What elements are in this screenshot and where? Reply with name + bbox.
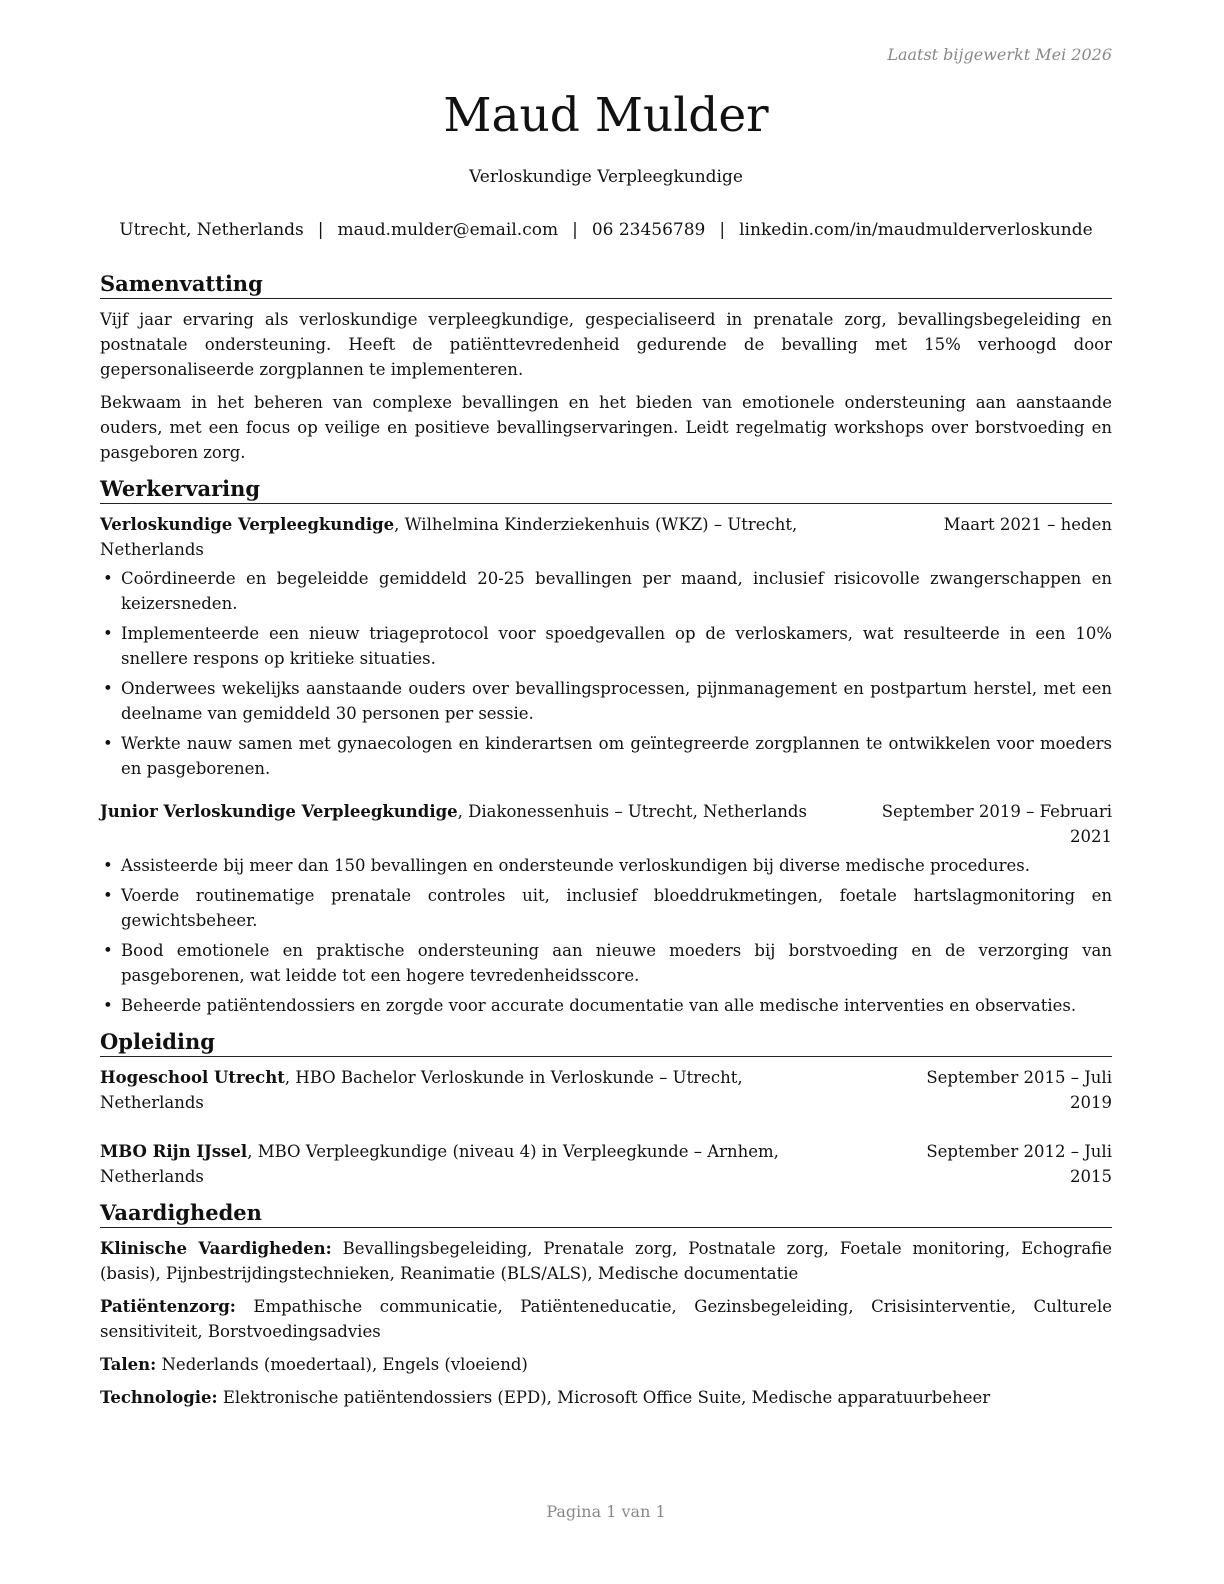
- contact-linkedin[interactable]: linkedin.com/in/maudmulderverloskunde: [739, 220, 1093, 240]
- skill-label: Technologie:: [100, 1388, 218, 1407]
- bullet-text: Assisteerde bij meer dan 150 bevallingen en ondersteunde verloskundigen bij diverse medische procedures.: [121, 856, 1030, 875]
- list-item: [100, 676, 1112, 726]
- education-header: [100, 1065, 1112, 1115]
- skill-label: Talen:: [100, 1355, 157, 1374]
- degree-details: , HBO Bachelor Verloskunde in Verloskunde – Utrecht, Netherlands: [100, 1068, 743, 1112]
- degree-details: , MBO Verpleegkundige (niveau 4) in Verpleegkunde – Arnhem, Netherlands: [100, 1142, 779, 1186]
- skill-value: Empathische communicatie, Patiënteneducatie, Gezinsbegeleiding, Crisisinterventie, Culturele sensitiviteit, Borstvoedingsadvies: [100, 1297, 1112, 1341]
- school-name: Hogeschool Utrecht: [100, 1068, 285, 1087]
- education-dates: September 2012 – Juli 2015: [926, 1142, 1112, 1186]
- last-updated: Laatst bijgewerkt Mei 2026: [887, 45, 1112, 64]
- job-employer: , Diakonessenhuis – Utrecht, Netherlands: [457, 802, 807, 821]
- skill-label: Patiëntenzorg:: [100, 1297, 236, 1316]
- summary-paragraph: Bekwaam in het beheren van complexe bevallingen en het bieden van emotionele ondersteuning aan aanstaande ouders, met een focus op veilige en positieve bevallingservaringen. Leidt regelmatig workshops over borstvoeding en pasgeboren zorg.: [100, 393, 1112, 462]
- contact-separator: |: [572, 220, 578, 240]
- bullet-icon: •: [103, 856, 113, 875]
- bullet-icon: •: [103, 941, 113, 960]
- skills-section: [100, 1199, 1112, 1410]
- summary-section: [100, 270, 1112, 465]
- education-section: [100, 1028, 1112, 1189]
- bullet-text: Beheerde patiëntendossiers en zorgde voor accurate documentatie van alle medische interventies en observaties.: [121, 996, 1077, 1015]
- education-entry: [100, 1139, 1112, 1189]
- list-item: [100, 883, 1112, 933]
- bullet-text: Implementeerde een nieuw triageprotocol voor spoedgevallen op de verloskamers, wat resulteerde in een 10% snellere respons op kritieke situaties.: [121, 624, 1112, 668]
- page-footer: Pagina 1 van 1: [546, 1502, 666, 1521]
- contact-phone[interactable]: 06 23456789: [591, 220, 706, 240]
- job-role: Verloskundige Verpleegkundige: [100, 515, 395, 534]
- job-employer: , Wilhelmina Kinderziekenhuis (WKZ) – Utrecht, Netherlands: [100, 515, 798, 559]
- bullet-text: Bood emotionele en praktische ondersteuning aan nieuwe moeders bij borstvoeding en de verzorging van pasgeborenen, wat leidde tot een hogere tevredenheidsscore.: [121, 941, 1112, 985]
- contact-location: Utrecht, Netherlands: [119, 220, 304, 240]
- skill-group: [100, 1236, 1112, 1286]
- job-info: [100, 799, 872, 824]
- bullet-icon: •: [103, 624, 113, 643]
- section-heading: Vaardigheden: [100, 1199, 1112, 1228]
- bullet-text: Coördineerde en begeleidde gemiddeld 20-25 bevallingen per maand, inclusief risicovolle zwangerschappen en keizersneden.: [121, 569, 1112, 613]
- contact-separator: |: [317, 220, 324, 240]
- job-entry: [100, 512, 1112, 781]
- education-entry: [100, 1065, 1112, 1115]
- bullet-icon: •: [103, 734, 113, 753]
- contact-line: [100, 220, 1112, 240]
- list-item: [100, 938, 1112, 988]
- bullet-icon: •: [103, 679, 113, 698]
- contact-email[interactable]: maud.mulder@email.com: [337, 220, 559, 240]
- job-bullets: [100, 566, 1112, 781]
- section-heading: Opleiding: [100, 1028, 1112, 1057]
- education-info: [100, 1139, 882, 1189]
- resume-page: [100, 0, 1112, 1584]
- job-dates: September 2019 – Februari 2021: [881, 802, 1112, 846]
- skill-group: [100, 1352, 1112, 1377]
- section-heading: Werkervaring: [100, 475, 1112, 504]
- skill-value: Nederlands (moedertaal), Engels (vloeiend): [156, 1355, 528, 1374]
- summary-paragraph: Vijf jaar ervaring als verloskundige verpleegkundige, gespecialiseerd in prenatale zorg, bevallingsbegeleiding en postnatale ondersteuning. Heeft de patiënttevredenheid gedurende de bevalling met 15% verhoogd door gepersonaliseerde zorgplannen te implementeren.: [100, 310, 1112, 379]
- bullet-icon: •: [103, 886, 113, 905]
- education-dates: September 2015 – Juli 2019: [926, 1068, 1112, 1112]
- list-item: [100, 566, 1112, 616]
- school-name: MBO Rijn IJssel: [100, 1142, 248, 1161]
- section-heading: Samenvatting: [100, 270, 1112, 299]
- list-item: [100, 621, 1112, 671]
- person-name: Maud Mulder: [443, 88, 769, 143]
- skill-group: [100, 1294, 1112, 1344]
- bullet-icon: •: [103, 996, 113, 1015]
- education-header: [100, 1139, 1112, 1189]
- list-item: [100, 731, 1112, 781]
- job-title: Verloskundige Verpleegkundige: [469, 167, 743, 187]
- skill-label: Klinische Vaardigheden:: [100, 1239, 332, 1258]
- job-header: [100, 512, 1112, 562]
- bullet-text: Voerde routinematige prenatale controles uit, inclusief bloeddrukmetingen, foetale hartslagmonitoring en gewichtsbeheer.: [121, 886, 1112, 930]
- education-info: [100, 1065, 882, 1115]
- job-role: Junior Verloskundige Verpleegkundige: [100, 802, 458, 821]
- job-entry: [100, 799, 1112, 1018]
- resume-content: [100, 270, 1112, 1420]
- job-bullets: [100, 853, 1112, 1018]
- skill-value: Bevallingsbegeleiding, Prenatale zorg, Postnatale zorg, Foetale monitoring, Echografie (basis), Pijnbestrijdingstechnieken, Reanimatie (BLS/ALS), Medische documentatie: [100, 1239, 1112, 1283]
- list-item: [100, 853, 1112, 878]
- job-header: [100, 799, 1112, 849]
- bullet-text: Onderwees wekelijks aanstaande ouders over bevallingsprocessen, pijnmanagement en postpartum herstel, met een deelname van gemiddeld 30 personen per sessie.: [121, 679, 1112, 723]
- skill-group: [100, 1385, 1112, 1410]
- list-item: [100, 993, 1112, 1018]
- job-info: [100, 512, 944, 562]
- skill-value: Elektronische patiëntendossiers (EPD), Microsoft Office Suite, Medische apparatuurbeheer: [217, 1388, 991, 1407]
- bullet-icon: •: [103, 569, 113, 588]
- contact-separator: |: [719, 220, 726, 240]
- job-dates: Maart 2021 – heden: [943, 515, 1112, 534]
- bullet-text: Werkte nauw samen met gynaecologen en kinderartsen om geïntegreerde zorgplannen te ontwikkelen voor moeders en pasgeborenen.: [121, 734, 1112, 778]
- experience-section: [100, 475, 1112, 1018]
